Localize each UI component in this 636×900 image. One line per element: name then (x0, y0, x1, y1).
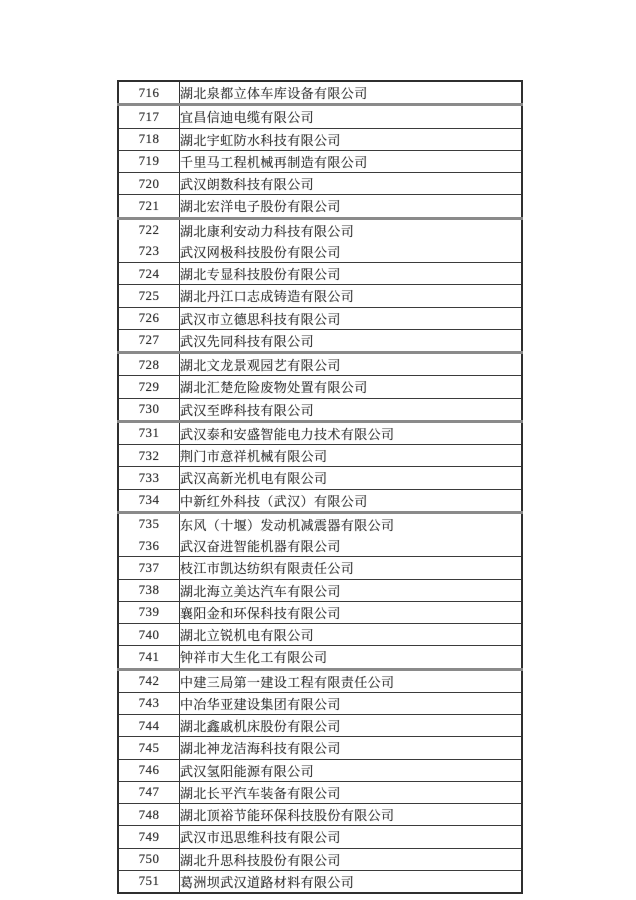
company-name-cell: 湖北康利安动力科技有限公司 (180, 223, 355, 239)
table-row (118, 307, 522, 329)
row-number-cell: 737 (118, 557, 180, 579)
company-name-cell: 湖北文龙景观园艺有限公司 (180, 353, 523, 376)
company-name-cell: 湖北海立美达汽车有限公司 (180, 579, 523, 601)
table-row (118, 489, 522, 512)
table-row (118, 173, 522, 195)
row-number-cell: 750 (118, 848, 180, 870)
table-row (118, 421, 522, 444)
company-name-cell: 武汉网极科技股份有限公司 (180, 241, 523, 263)
table-row (118, 692, 522, 714)
table-row (118, 285, 522, 307)
row-number-cell: 743 (118, 692, 180, 714)
row-number-cell: 751 (118, 870, 180, 893)
company-name-cell: 钟祥市大生化工有限公司 (180, 646, 523, 669)
row-number-cell: 716 (118, 81, 180, 105)
table-row (118, 445, 522, 467)
row-number-cell: 747 (118, 781, 180, 803)
row-number-cell: 723 (118, 241, 180, 263)
table-row (118, 759, 522, 781)
company-name-cell: 湖北立锐机电有限公司 (180, 624, 523, 646)
company-table-body (118, 81, 522, 893)
row-number-cell: 748 (118, 804, 180, 826)
row-number-cell: 721 (118, 195, 180, 218)
company-name-cell: 武汉先同科技有限公司 (180, 329, 523, 352)
row-number-cell: 719 (118, 150, 180, 172)
table-row (118, 218, 522, 241)
row-number-cell: 732 (118, 445, 180, 467)
row-number-cell: 749 (118, 826, 180, 848)
row-number-cell: 725 (118, 285, 180, 307)
company-name-cell: 武汉朗数科技有限公司 (180, 173, 523, 195)
company-name-cell: 湖北宇虹防水科技有限公司 (180, 128, 523, 150)
row-number-cell: 742 (118, 669, 180, 692)
company-name-cell: 荆门市意祥机械有限公司 (180, 445, 523, 467)
row-number-cell: 746 (118, 759, 180, 781)
table-row (118, 669, 522, 692)
table-row (118, 241, 522, 263)
table-row (118, 150, 522, 172)
company-name-cell: 武汉至晔科技有限公司 (180, 398, 523, 421)
table-row (118, 557, 522, 579)
company-name-cell: 武汉泰和安盛智能电力技术有限公司 (180, 421, 523, 444)
table-row (118, 848, 522, 870)
row-number-cell: 722 (118, 218, 180, 241)
company-name-cell: 武汉奋进智能机器有限公司 (180, 535, 523, 557)
company-name-cell: 湖北升思科技股份有限公司 (180, 848, 523, 870)
company-name-cell: 武汉市迅思维科技有限公司 (180, 826, 523, 848)
row-number-cell: 717 (118, 105, 180, 128)
row-number-cell: 720 (118, 173, 180, 195)
company-list-table (117, 80, 523, 894)
row-number-cell: 741 (118, 646, 180, 669)
company-name-cell: 中建三局第一建设工程有限责任公司 (180, 669, 523, 692)
table-row (118, 263, 522, 285)
table-row (118, 804, 522, 826)
row-number-cell: 739 (118, 601, 180, 623)
row-number-cell: 736 (118, 535, 180, 557)
table-row (118, 737, 522, 759)
table-row (118, 128, 522, 150)
company-name-cell: 湖北鑫戚机床股份有限公司 (180, 715, 523, 737)
row-number-cell: 744 (118, 715, 180, 737)
table-row (118, 624, 522, 646)
company-name-cell: 湖北顶裕节能环保科技股份有限公司 (180, 804, 523, 826)
table-row (118, 376, 522, 398)
table-row (118, 781, 522, 803)
table-row (118, 398, 522, 421)
table-row (118, 870, 522, 893)
row-number-cell: 745 (118, 737, 180, 759)
company-name-cell: 湖北神龙洁海科技有限公司 (180, 737, 523, 759)
row-number-cell: 740 (118, 624, 180, 646)
row-number-cell: 724 (118, 263, 180, 285)
row-number-cell: 730 (118, 398, 180, 421)
table-row (118, 715, 522, 737)
row-number-cell: 728 (118, 353, 180, 376)
company-name-cell: 千里马工程机械再制造有限公司 (180, 150, 523, 172)
company-name-cell: 湖北汇楚危险废物处置有限公司 (180, 376, 523, 398)
row-number-cell: 735 (118, 512, 180, 535)
table-row (118, 195, 522, 218)
company-name-cell: 葛洲坝武汉道路材料有限公司 (180, 874, 355, 890)
row-number-cell: 718 (118, 128, 180, 150)
company-name-cell: 中新红外科技（武汉）有限公司 (180, 489, 523, 512)
table-row (118, 826, 522, 848)
row-number-cell: 726 (118, 307, 180, 329)
row-number-cell: 727 (118, 329, 180, 352)
row-number-cell: 729 (118, 376, 180, 398)
company-name-cell: 宜昌信迪电缆有限公司 (180, 105, 523, 128)
row-number-cell: 734 (118, 489, 180, 512)
table-row (118, 601, 522, 623)
table-row (118, 535, 522, 557)
row-number-cell: 738 (118, 579, 180, 601)
company-name-cell: 武汉高新光机电有限公司 (180, 467, 523, 489)
company-name-cell: 湖北专显科技股份有限公司 (180, 263, 523, 285)
row-number-cell: 733 (118, 467, 180, 489)
table-row (118, 467, 522, 489)
company-name-cell: 武汉氢阳能源有限公司 (180, 759, 523, 781)
table-row (118, 646, 522, 669)
table-row (118, 353, 522, 376)
table-row (118, 105, 522, 128)
company-name-cell: 湖北宏洋电子股份有限公司 (180, 195, 523, 218)
row-number-cell: 731 (118, 421, 180, 444)
company-name-cell: 枝江市凯达纺织有限责任公司 (180, 557, 523, 579)
company-name-cell: 湖北丹江口志成铸造有限公司 (180, 285, 523, 307)
company-name-cell: 东风（十堰）发动机减震器有限公司 (180, 517, 395, 533)
company-name-cell: 襄阳金和环保科技有限公司 (180, 601, 523, 623)
company-name-cell: 湖北长平汽车装备有限公司 (180, 781, 523, 803)
table-row (118, 329, 522, 352)
company-name-cell: 武汉市立德思科技有限公司 (180, 307, 523, 329)
table-row (118, 512, 522, 535)
company-name-cell: 湖北泉都立体车库设备有限公司 (180, 81, 523, 105)
company-name-cell: 中冶华亚建设集团有限公司 (180, 692, 523, 714)
table-row (118, 579, 522, 601)
table-row (118, 81, 522, 105)
